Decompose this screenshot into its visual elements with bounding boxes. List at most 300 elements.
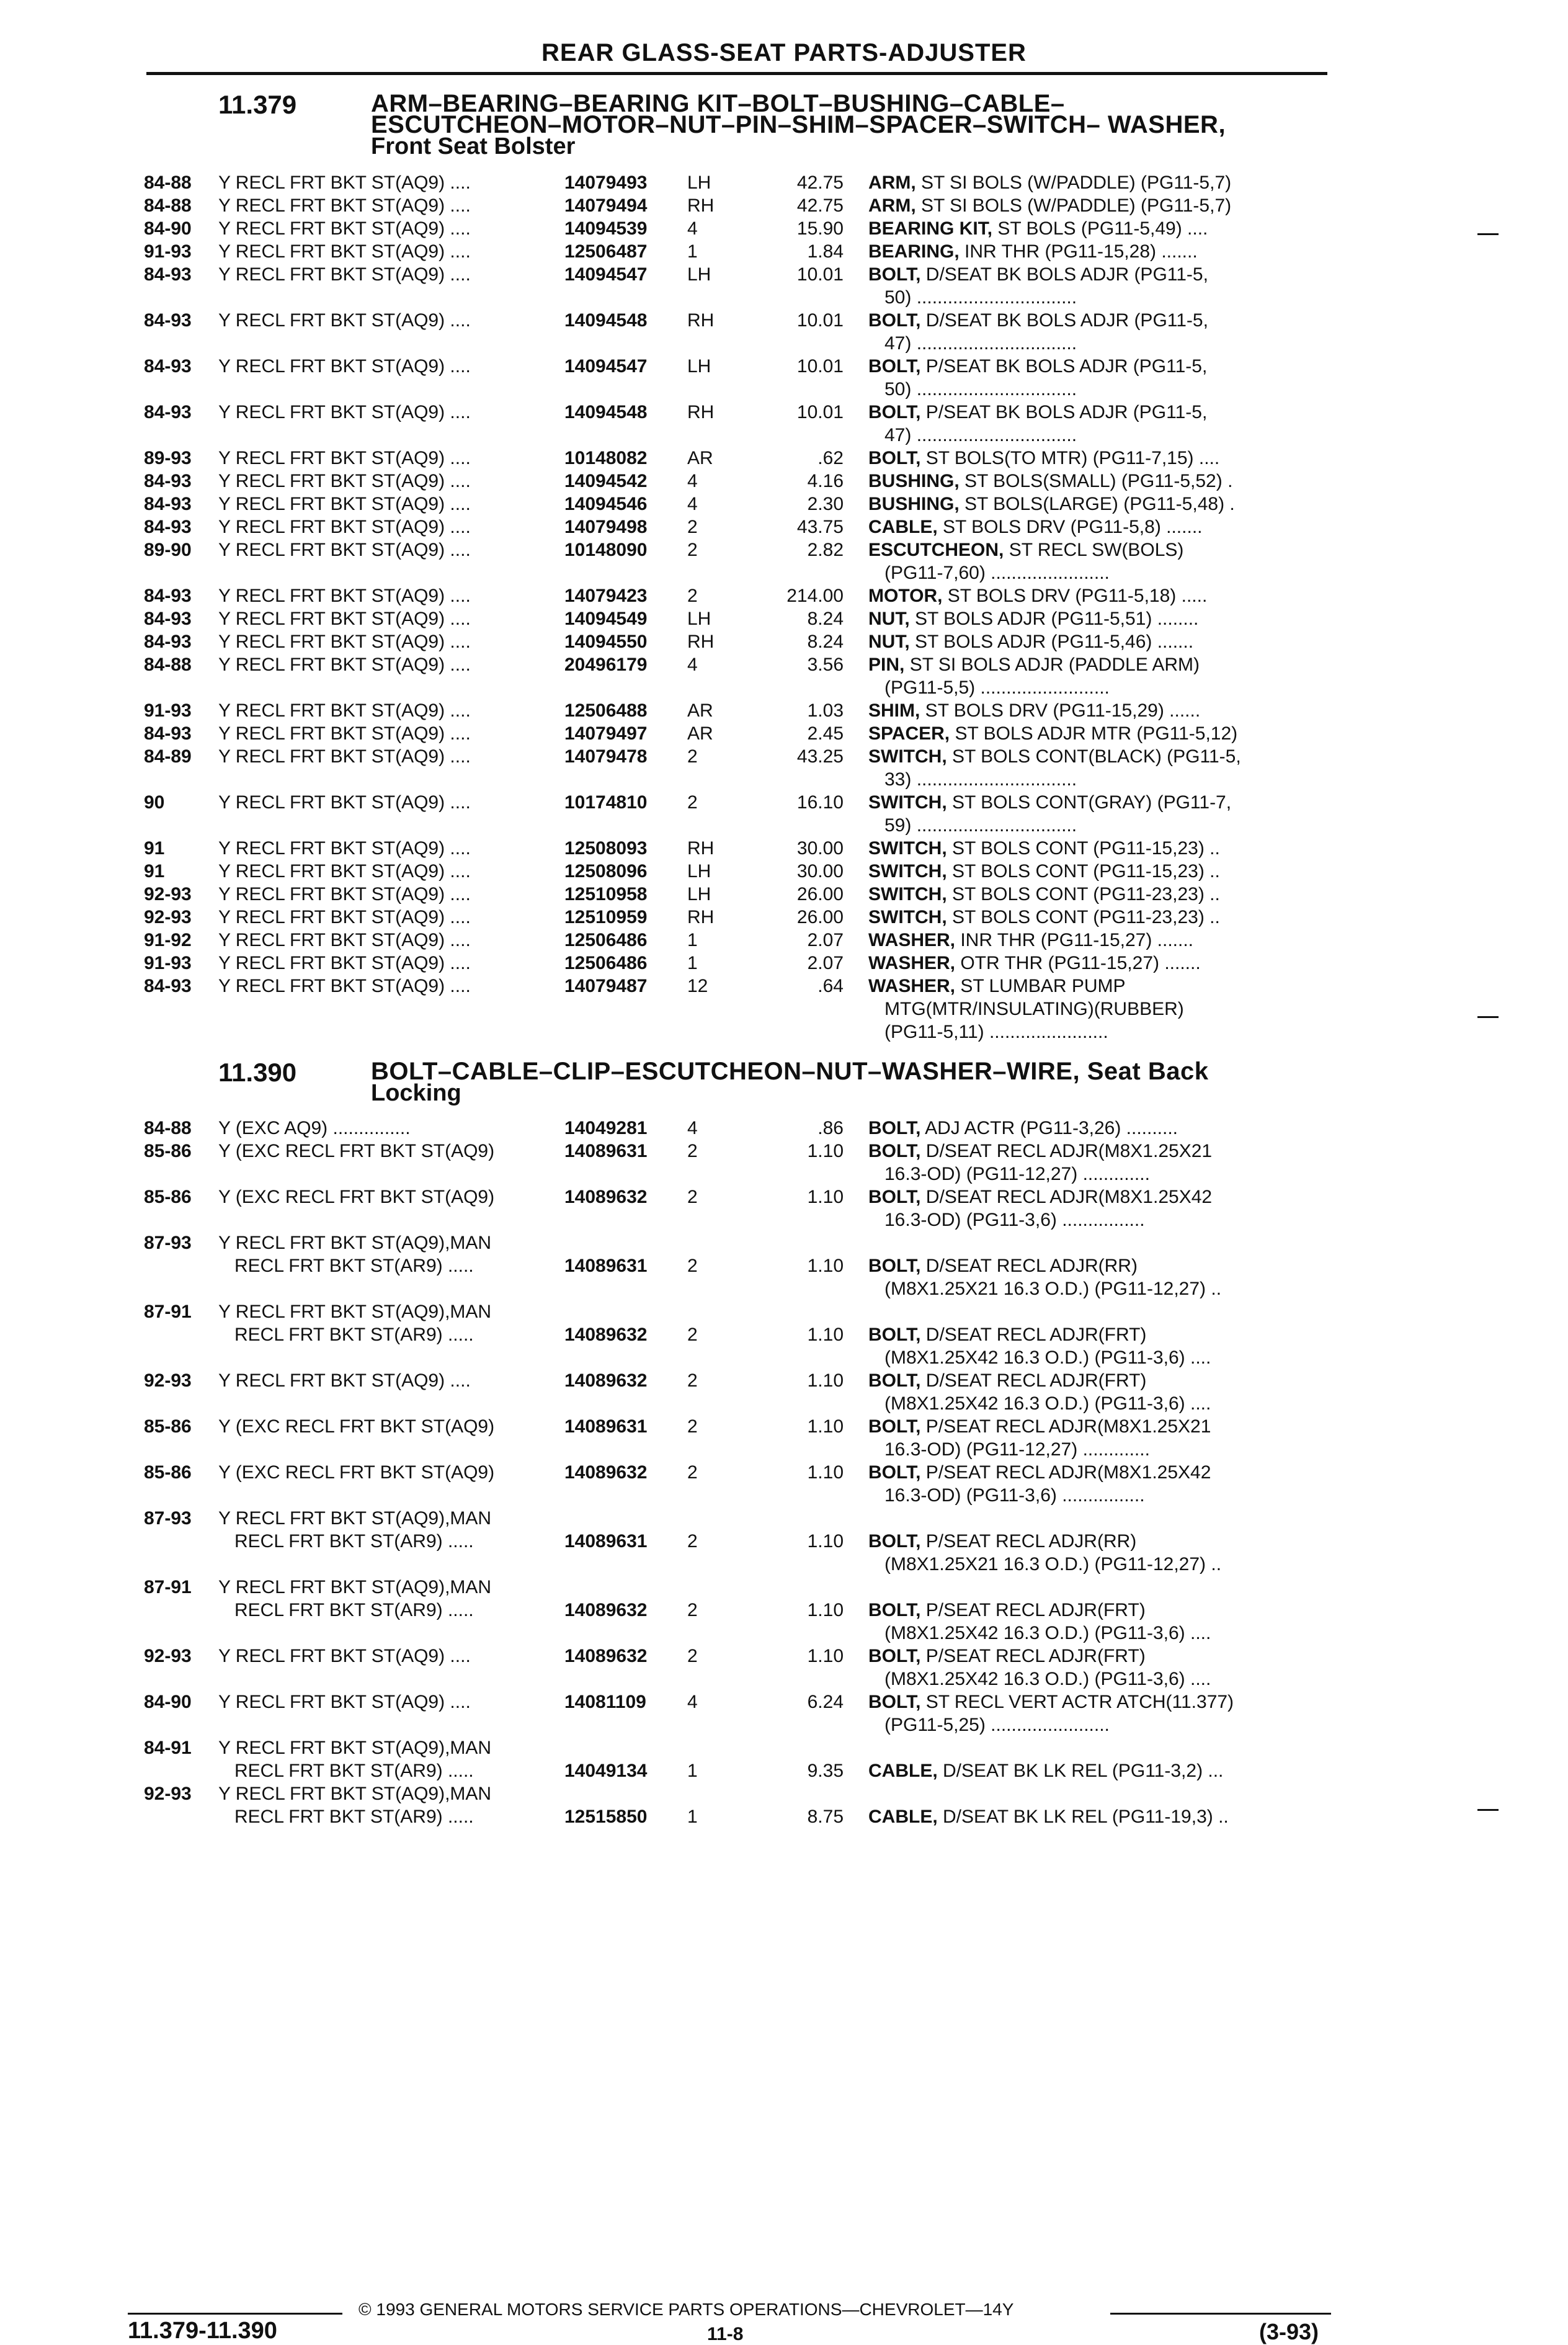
part-number: 14079494 — [564, 195, 648, 216]
quantity: 2 — [687, 1187, 698, 1207]
price: 4.16 — [807, 471, 844, 491]
model-applicability: Y RECL FRT BKT ST(AQ9) .... — [218, 861, 471, 882]
quantity: 4 — [687, 471, 698, 491]
part-description — [868, 1759, 1334, 1782]
model-applicability: Y RECL FRT BKT ST(AQ9) .... — [218, 700, 471, 721]
model-applicability: Y RECL FRT BKT ST(AQ9),MAN — [218, 1577, 492, 1597]
description-line: ARM, ST SI BOLS (W/PADDLE) (PG11-5,7) — [868, 172, 1232, 193]
model-year: 84-88 — [144, 195, 192, 216]
price: .86 — [817, 1118, 844, 1138]
margin-tick-mark — [1477, 233, 1499, 235]
description-line: (M8X1.25X42 16.3 O.D.) (PG11-3,6) .... — [884, 1393, 1211, 1414]
model-applicability: Y RECL FRT BKT ST(AQ9) .... — [218, 930, 471, 950]
description-line: NUT, ST BOLS ADJR (PG11-5,46) ....... — [868, 632, 1194, 652]
quantity: 2 — [687, 1324, 698, 1345]
price: 43.25 — [796, 746, 844, 767]
model-year: 85-86 — [144, 1462, 192, 1483]
quantity: RH — [687, 402, 715, 422]
quantity: RH — [687, 195, 715, 216]
part-number: 14089632 — [564, 1462, 648, 1483]
model-applicability: Y RECL FRT BKT ST(AQ9) .... — [218, 723, 471, 744]
price: 42.75 — [796, 195, 844, 216]
part-description — [868, 240, 1334, 263]
model-year: 84-93 — [144, 632, 192, 652]
model-applicability: Y RECL FRT BKT ST(AQ9) .... — [218, 953, 471, 973]
price: 30.00 — [796, 838, 844, 859]
quantity: RH — [687, 838, 715, 859]
model-applicability: Y RECL FRT BKT ST(AQ9) .... — [218, 172, 471, 193]
part-number: 12506486 — [564, 930, 648, 950]
quantity: 2 — [687, 1416, 698, 1437]
quantity: 2 — [687, 1462, 698, 1483]
description-line: BEARING, INR THR (PG11-15,28) ....... — [868, 241, 1198, 262]
model-applicability: Y RECL FRT BKT ST(AQ9) .... — [218, 218, 471, 239]
model-applicability: Y RECL FRT BKT ST(AQ9) .... — [218, 540, 471, 560]
description-line: BOLT, D/SEAT RECL ADJR(FRT) — [868, 1370, 1147, 1391]
model-year: 85-86 — [144, 1187, 192, 1207]
price: 2.82 — [807, 540, 844, 560]
part-description — [868, 860, 1334, 883]
quantity: 2 — [687, 746, 698, 767]
part-description — [868, 1691, 1334, 1736]
model-applicability-cont: RECL FRT BKT ST(AR9) ..... — [234, 1531, 474, 1552]
model-year: 92-93 — [144, 884, 192, 904]
section-number: 11.379 — [218, 90, 297, 119]
part-description — [868, 1599, 1334, 1645]
part-number: 14089632 — [564, 1187, 648, 1207]
description-line: MOTOR, ST BOLS DRV (PG11-5,18) ..... — [868, 586, 1208, 606]
model-year: 92-93 — [144, 1784, 192, 1804]
model-applicability: Y RECL FRT BKT ST(AQ9) .... — [218, 976, 471, 996]
description-line: BOLT, D/SEAT RECL ADJR(M8X1.25X21 — [868, 1141, 1213, 1161]
description-line: SWITCH, ST BOLS CONT (PG11-15,23) .. — [868, 861, 1220, 882]
quantity: 1 — [687, 953, 698, 973]
part-description — [868, 217, 1334, 240]
description-line: 16.3-OD) (PG11-12,27) ............. — [884, 1439, 1150, 1460]
model-year: 85-86 — [144, 1141, 192, 1161]
price: 1.03 — [807, 700, 844, 721]
model-year: 91 — [144, 838, 165, 859]
model-applicability: Y RECL FRT BKT ST(AQ9) .... — [218, 609, 471, 629]
part-number: 14079493 — [564, 172, 648, 193]
model-applicability-cont: RECL FRT BKT ST(AR9) ..... — [234, 1807, 474, 1827]
model-applicability-cont: RECL FRT BKT ST(AR9) ..... — [234, 1324, 474, 1345]
model-year: 84-89 — [144, 746, 192, 767]
description-line: BOLT, ST RECL VERT ACTR ATCH(11.377) — [868, 1692, 1234, 1712]
description-line: (M8X1.25X42 16.3 O.D.) (PG11-3,6) .... — [884, 1669, 1211, 1689]
description-line: BOLT, ST BOLS(TO MTR) (PG11-7,15) .... — [868, 448, 1220, 468]
model-year: 84-93 — [144, 471, 192, 491]
quantity: 4 — [687, 1692, 698, 1712]
quantity: 2 — [687, 1646, 698, 1666]
part-number: 14089632 — [564, 1600, 648, 1620]
description-line: 50) ............................... — [884, 379, 1077, 400]
description-line: 47) ............................... — [884, 425, 1077, 445]
section-number: 11.390 — [218, 1058, 297, 1087]
part-number: 14094549 — [564, 609, 648, 629]
price: 10.01 — [796, 264, 844, 285]
model-applicability: Y (EXC RECL FRT BKT ST(AQ9) — [218, 1416, 495, 1437]
description-line: (PG11-5,11) ....................... — [884, 1022, 1108, 1042]
description-line: (PG11-5,5) ......................... — [884, 677, 1110, 698]
part-number: 10148082 — [564, 448, 648, 468]
part-number: 14079498 — [564, 517, 648, 537]
part-description — [868, 722, 1334, 745]
part-description — [868, 1530, 1334, 1576]
model-applicability-cont: RECL FRT BKT ST(AR9) ..... — [234, 1761, 474, 1781]
margin-tick-mark — [1477, 1809, 1499, 1811]
price: 1.10 — [807, 1531, 844, 1552]
quantity: LH — [687, 264, 711, 285]
part-description — [868, 516, 1334, 538]
part-number: 10174810 — [564, 792, 648, 813]
model-applicability: Y RECL FRT BKT ST(AQ9) .... — [218, 402, 471, 422]
model-year: 84-93 — [144, 609, 192, 629]
footer-section-range: 11.379-11.390 — [128, 2318, 277, 2344]
model-applicability: Y RECL FRT BKT ST(AQ9),MAN — [218, 1784, 492, 1804]
model-year: 89-93 — [144, 448, 192, 468]
price: 8.24 — [807, 609, 844, 629]
part-description — [868, 1415, 1334, 1461]
model-year: 84-88 — [144, 1118, 192, 1138]
page-header-title: REAR GLASS-SEAT PARTS-ADJUSTER — [541, 39, 1027, 66]
model-year: 84-91 — [144, 1738, 192, 1758]
part-description — [868, 1254, 1334, 1300]
price: 42.75 — [796, 172, 844, 193]
part-description — [868, 607, 1334, 630]
part-number: 12508096 — [564, 861, 648, 882]
description-line: PIN, ST SI BOLS ADJR (PADDLE ARM) — [868, 654, 1200, 675]
part-number: 14081109 — [564, 1692, 646, 1712]
part-number: 14079487 — [564, 976, 648, 996]
price: 8.75 — [807, 1807, 844, 1827]
model-applicability: Y RECL FRT BKT ST(AQ9),MAN — [218, 1302, 492, 1322]
quantity: RH — [687, 632, 715, 652]
model-year: 84-93 — [144, 310, 192, 331]
description-line: BOLT, P/SEAT BK BOLS ADJR (PG11-5, — [868, 356, 1208, 377]
quantity: AR — [687, 700, 713, 721]
quantity: 2 — [687, 1256, 698, 1276]
footer-date: (3-93) — [1259, 2319, 1319, 2344]
description-line: BOLT, ADJ ACTR (PG11-3,26) .......... — [868, 1118, 1178, 1138]
description-line: WASHER, INR THR (PG11-15,27) ....... — [868, 930, 1194, 950]
description-line: SWITCH, ST BOLS CONT(BLACK) (PG11-5, — [868, 746, 1241, 767]
model-year: 84-90 — [144, 1692, 192, 1712]
description-line: 33) ............................... — [884, 769, 1077, 790]
model-applicability: Y RECL FRT BKT ST(AQ9) .... — [218, 356, 471, 377]
part-description — [868, 1461, 1334, 1507]
price: 1.10 — [807, 1256, 844, 1276]
model-year: 84-93 — [144, 517, 192, 537]
description-line: (PG11-7,60) ....................... — [884, 563, 1110, 583]
part-number: 14089631 — [564, 1256, 648, 1276]
model-year: 91-92 — [144, 930, 192, 950]
part-number: 14079423 — [564, 586, 648, 606]
part-number: 14079497 — [564, 723, 648, 744]
price: 16.10 — [796, 792, 844, 813]
part-description — [868, 194, 1334, 217]
part-number: 12506486 — [564, 953, 648, 973]
part-description — [868, 630, 1334, 653]
description-line: (M8X1.25X42 16.3 O.D.) (PG11-3,6) .... — [884, 1347, 1211, 1368]
price: 1.10 — [807, 1462, 844, 1483]
model-applicability: Y RECL FRT BKT ST(AQ9) .... — [218, 494, 471, 514]
quantity: 12 — [687, 976, 708, 996]
footer-page-number: 11-8 — [707, 2324, 744, 2344]
description-line: CABLE, D/SEAT BK LK REL (PG11-3,2) ... — [868, 1761, 1224, 1781]
description-line: 59) ............................... — [884, 815, 1077, 836]
part-description — [868, 584, 1334, 607]
description-line: BUSHING, ST BOLS(SMALL) (PG11-5,52) . — [868, 471, 1233, 491]
quantity: 2 — [687, 517, 698, 537]
model-year: 84-88 — [144, 654, 192, 675]
description-line: BOLT, P/SEAT RECL ADJR(FRT) — [868, 1600, 1146, 1620]
price: 8.24 — [807, 632, 844, 652]
section-title — [371, 90, 1339, 138]
part-description — [868, 309, 1334, 355]
model-applicability: Y RECL FRT BKT ST(AQ9) .... — [218, 792, 471, 813]
footer-rule-right — [1110, 2313, 1331, 2315]
model-applicability: Y RECL FRT BKT ST(AQ9) .... — [218, 907, 471, 927]
price: 214.00 — [786, 586, 844, 606]
quantity: 4 — [687, 654, 698, 675]
description-line: 16.3-OD) (PG11-3,6) ................ — [884, 1485, 1145, 1506]
description-line: BOLT, P/SEAT RECL ADJR(M8X1.25X21 — [868, 1416, 1211, 1437]
model-applicability: Y RECL FRT BKT ST(AQ9) .... — [218, 448, 471, 468]
part-number: 14094550 — [564, 632, 648, 652]
model-year: 87-91 — [144, 1577, 192, 1597]
header-rule — [146, 72, 1327, 75]
part-number: 12510958 — [564, 884, 648, 904]
model-applicability: Y RECL FRT BKT ST(AQ9) .... — [218, 1646, 471, 1666]
model-applicability: Y RECL FRT BKT ST(AQ9) .... — [218, 1692, 471, 1712]
description-line: 16.3-OD) (PG11-3,6) ................ — [884, 1210, 1145, 1230]
section-title — [371, 1058, 1339, 1085]
part-number: 14049134 — [564, 1761, 648, 1781]
description-line: WASHER, ST LUMBAR PUMP — [868, 976, 1126, 996]
price: 1.10 — [807, 1324, 844, 1345]
part-number: 14094542 — [564, 471, 648, 491]
price: 1.10 — [807, 1141, 844, 1161]
description-line: BOLT, P/SEAT RECL ADJR(M8X1.25X42 — [868, 1462, 1211, 1483]
model-year: 87-91 — [144, 1302, 192, 1322]
price: 26.00 — [796, 884, 844, 904]
quantity: LH — [687, 884, 711, 904]
model-year: 84-93 — [144, 494, 192, 514]
description-line: ARM, ST SI BOLS (W/PADDLE) (PG11-5,7) — [868, 195, 1232, 216]
price: 10.01 — [796, 310, 844, 331]
part-description — [868, 883, 1334, 906]
model-applicability: Y RECL FRT BKT ST(AQ9) .... — [218, 586, 471, 606]
part-number: 14094539 — [564, 218, 648, 239]
part-description — [868, 447, 1334, 470]
footer-copyright: © 1993 GENERAL MOTORS SERVICE PARTS OPERATIONS—CHEVROLET—14Y — [359, 2300, 1014, 2319]
model-applicability: Y RECL FRT BKT ST(AQ9) .... — [218, 632, 471, 652]
model-year: 91 — [144, 861, 165, 882]
quantity: LH — [687, 861, 711, 882]
price: 6.24 — [807, 1692, 844, 1712]
part-description — [868, 1805, 1334, 1828]
price: 2.07 — [807, 953, 844, 973]
part-description — [868, 745, 1334, 791]
model-year: 84-93 — [144, 586, 192, 606]
part-number: 14049281 — [564, 1118, 648, 1138]
section-title-line: BOLT–CABLE–CLIP–ESCUTCHEON–NUT–WASHER–WIRE, Seat Back — [371, 1058, 1209, 1085]
model-applicability: Y (EXC RECL FRT BKT ST(AQ9) — [218, 1141, 495, 1161]
model-year: 84-93 — [144, 976, 192, 996]
quantity: 2 — [687, 1141, 698, 1161]
model-year: 84-93 — [144, 264, 192, 285]
part-description — [868, 171, 1334, 194]
model-applicability: Y (EXC RECL FRT BKT ST(AQ9) — [218, 1187, 495, 1207]
part-description — [868, 401, 1334, 447]
price: .62 — [817, 448, 844, 468]
description-line: BOLT, D/SEAT BK BOLS ADJR (PG11-5, — [868, 310, 1208, 331]
part-description — [868, 538, 1334, 584]
model-applicability: Y RECL FRT BKT ST(AQ9) .... — [218, 884, 471, 904]
quantity: 4 — [687, 494, 698, 514]
price: 26.00 — [796, 907, 844, 927]
quantity: 4 — [687, 1118, 698, 1138]
price: 10.01 — [796, 356, 844, 377]
price: 2.45 — [807, 723, 844, 744]
quantity: RH — [687, 310, 715, 331]
part-description — [868, 493, 1334, 516]
price: 1.10 — [807, 1370, 844, 1391]
model-year: 87-93 — [144, 1508, 192, 1529]
part-number: 12515850 — [564, 1807, 648, 1827]
price: 2.30 — [807, 494, 844, 514]
model-applicability: Y RECL FRT BKT ST(AQ9) .... — [218, 746, 471, 767]
part-number: 10148090 — [564, 540, 648, 560]
section-subtitle: Locking — [371, 1080, 461, 1106]
description-line: (M8X1.25X21 16.3 O.D.) (PG11-12,27) .. — [884, 1279, 1222, 1299]
part-description — [868, 1369, 1334, 1415]
part-number: 20496179 — [564, 654, 648, 675]
description-line: SWITCH, ST BOLS CONT (PG11-15,23) .. — [868, 838, 1220, 859]
quantity: LH — [687, 609, 711, 629]
model-year: 91-93 — [144, 241, 192, 262]
price: 9.35 — [807, 1761, 844, 1781]
section-title-line: ARM–BEARING–BEARING KIT–BOLT–BUSHING–CABLE– — [371, 90, 1065, 117]
part-description — [868, 699, 1334, 722]
part-description — [868, 1186, 1334, 1231]
description-line: SHIM, ST BOLS DRV (PG11-15,29) ...... — [868, 700, 1201, 721]
description-line: SWITCH, ST BOLS CONT (PG11-23,23) .. — [868, 884, 1220, 904]
description-line: 16.3-OD) (PG11-12,27) ............. — [884, 1164, 1150, 1184]
quantity: 2 — [687, 540, 698, 560]
model-year: 92-93 — [144, 1646, 192, 1666]
description-line: MTG(MTR/INSULATING)(RUBBER) — [884, 999, 1184, 1019]
part-number: 12506487 — [564, 241, 648, 262]
part-description — [868, 791, 1334, 837]
part-number: 12510959 — [564, 907, 648, 927]
description-line: SWITCH, ST BOLS CONT (PG11-23,23) .. — [868, 907, 1220, 927]
section-subtitle: Front Seat Bolster — [371, 133, 576, 159]
model-year: 92-93 — [144, 907, 192, 927]
part-number: 14089632 — [564, 1370, 648, 1391]
quantity: 1 — [687, 930, 698, 950]
part-description — [868, 263, 1334, 309]
description-line: BUSHING, ST BOLS(LARGE) (PG11-5,48) . — [868, 494, 1235, 514]
model-applicability-cont: RECL FRT BKT ST(AR9) ..... — [234, 1256, 474, 1276]
quantity: 1 — [687, 1807, 698, 1827]
part-number: 14089631 — [564, 1141, 648, 1161]
description-line: 50) ............................... — [884, 287, 1077, 308]
model-year: 89-90 — [144, 540, 192, 560]
description-line: BOLT, D/SEAT RECL ADJR(FRT) — [868, 1324, 1147, 1345]
description-line: BOLT, D/SEAT BK BOLS ADJR (PG11-5, — [868, 264, 1208, 285]
quantity: 1 — [687, 1761, 698, 1781]
part-number: 14079478 — [564, 746, 648, 767]
description-line: BOLT, P/SEAT RECL ADJR(RR) — [868, 1531, 1137, 1552]
model-year: 84-93 — [144, 356, 192, 377]
model-applicability: Y RECL FRT BKT ST(AQ9) .... — [218, 654, 471, 675]
description-line: SWITCH, ST BOLS CONT(GRAY) (PG11-7, — [868, 792, 1232, 813]
model-applicability: Y RECL FRT BKT ST(AQ9) .... — [218, 517, 471, 537]
description-line: CABLE, ST BOLS DRV (PG11-5,8) ....... — [868, 517, 1203, 537]
model-year: 87-93 — [144, 1233, 192, 1253]
description-line: SPACER, ST BOLS ADJR MTR (PG11-5,12) — [868, 723, 1238, 744]
model-applicability: Y RECL FRT BKT ST(AQ9) .... — [218, 471, 471, 491]
quantity: 2 — [687, 1531, 698, 1552]
part-number: 12508093 — [564, 838, 648, 859]
part-description — [868, 906, 1334, 929]
model-applicability: Y RECL FRT BKT ST(AQ9) .... — [218, 838, 471, 859]
price: 30.00 — [796, 861, 844, 882]
model-applicability: Y RECL FRT BKT ST(AQ9),MAN — [218, 1738, 492, 1758]
model-applicability: Y RECL FRT BKT ST(AQ9) .... — [218, 264, 471, 285]
model-applicability: Y (EXC RECL FRT BKT ST(AQ9) — [218, 1462, 495, 1483]
price: 3.56 — [807, 654, 844, 675]
description-line: BOLT, D/SEAT RECL ADJR(M8X1.25X42 — [868, 1187, 1213, 1207]
price: 2.07 — [807, 930, 844, 950]
part-number: 14089631 — [564, 1416, 648, 1437]
part-description — [868, 1140, 1334, 1186]
price: 10.01 — [796, 402, 844, 422]
description-line: WASHER, OTR THR (PG11-15,27) ....... — [868, 953, 1201, 973]
model-applicability: Y RECL FRT BKT ST(AQ9) .... — [218, 241, 471, 262]
model-year: 91-93 — [144, 953, 192, 973]
part-description — [868, 1323, 1334, 1369]
part-description — [868, 975, 1334, 1043]
part-number: 14089631 — [564, 1531, 648, 1552]
description-line: (M8X1.25X21 16.3 O.D.) (PG11-12,27) .. — [884, 1554, 1222, 1574]
model-applicability: Y RECL FRT BKT ST(AQ9) .... — [218, 310, 471, 331]
quantity: RH — [687, 907, 715, 927]
model-year: 92-93 — [144, 1370, 192, 1391]
part-number: 14089632 — [564, 1324, 648, 1345]
part-description — [868, 837, 1334, 860]
price: .64 — [817, 976, 844, 996]
part-description — [868, 929, 1334, 952]
part-number: 14094547 — [564, 264, 648, 285]
model-applicability: Y RECL FRT BKT ST(AQ9),MAN — [218, 1233, 492, 1253]
description-line: ESCUTCHEON, ST RECL SW(BOLS) — [868, 540, 1184, 560]
model-year: 90 — [144, 792, 165, 813]
model-year: 84-93 — [144, 402, 192, 422]
description-line: 47) ............................... — [884, 333, 1077, 354]
quantity: 2 — [687, 1600, 698, 1620]
section-title-line: ESCUTCHEON–MOTOR–NUT–PIN–SHIM–SPACER–SWITCH– WASHER, — [371, 111, 1226, 138]
model-year: 85-86 — [144, 1416, 192, 1437]
price: 1.10 — [807, 1600, 844, 1620]
description-line: NUT, ST BOLS ADJR (PG11-5,51) ........ — [868, 609, 1199, 629]
model-applicability: Y RECL FRT BKT ST(AQ9) .... — [218, 195, 471, 216]
model-year: 84-88 — [144, 172, 192, 193]
quantity: LH — [687, 356, 711, 377]
part-description — [868, 653, 1334, 699]
